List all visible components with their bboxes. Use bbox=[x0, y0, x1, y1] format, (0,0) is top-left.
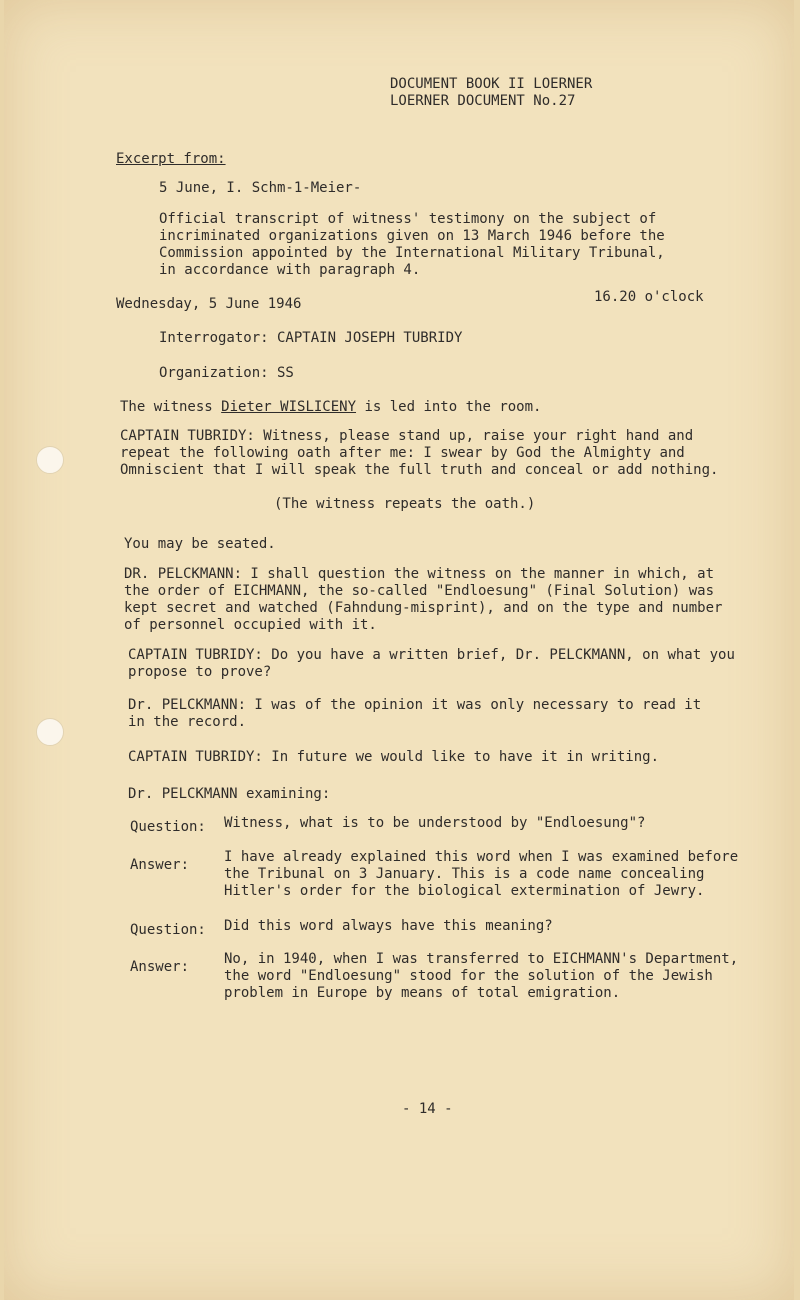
qa-text-line: the Tribunal on 3 January. This is a code name concealing bbox=[224, 866, 705, 882]
punch-hole-bottom bbox=[36, 718, 64, 746]
witness-prefix: The witness bbox=[120, 399, 213, 415]
oath-repeat: (The witness repeats the oath.) bbox=[274, 496, 536, 512]
pelckmann-line: kept secret and watched (Fahndung-misprint), and on the type and number bbox=[124, 600, 723, 616]
brief-line: propose to prove? bbox=[128, 664, 272, 680]
opinion-line: in the record. bbox=[128, 714, 247, 730]
qa-text-line: the word "Endloesung" stood for the solution of the Jewish bbox=[224, 968, 713, 984]
qa-text-line: problem in Europe by means of total emigration. bbox=[224, 985, 621, 1001]
seated-line: You may be seated. bbox=[124, 536, 276, 552]
qa-text-line: No, in 1940, when I was transferred to EICHMANN's Department, bbox=[224, 951, 739, 967]
qa-text-line: Witness, what is to be understood by "Endloesung"? bbox=[224, 815, 646, 831]
qa-label: Answer: bbox=[130, 959, 190, 975]
brief-line: CAPTAIN TUBRIDY: Do you have a written brief, Dr. PELCKMANN, on what you bbox=[128, 647, 735, 663]
description-line: Official transcript of witness' testimony on the subject of bbox=[159, 211, 657, 227]
header-line-2: LOERNER DOCUMENT No.27 bbox=[390, 93, 576, 109]
document-page bbox=[4, 0, 794, 1300]
qa-text-line: Hitler's order for the biological extermination of Jewry. bbox=[224, 883, 705, 899]
pelckmann-line: of personnel occupied with it. bbox=[124, 617, 377, 633]
qa-label: Answer: bbox=[130, 857, 190, 873]
session-time: 16.20 o'clock bbox=[594, 289, 704, 305]
header-line-1: DOCUMENT BOOK II LOERNER bbox=[390, 76, 593, 92]
witness-name: Dieter WISLICENY bbox=[221, 399, 357, 415]
excerpt-reference: 5 June, I. Schm-1-Meier- bbox=[159, 180, 362, 196]
future-line: CAPTAIN TUBRIDY: In future we would like to have it in writing. bbox=[128, 749, 660, 765]
pelckmann-line: DR. PELCKMANN: I shall question the witness on the manner in which, at bbox=[124, 566, 715, 582]
organization: Organization: SS bbox=[159, 365, 294, 381]
excerpt-label: Excerpt from: bbox=[116, 151, 226, 167]
page-number: - 14 - bbox=[402, 1101, 453, 1117]
examining-line: Dr. PELCKMANN examining: bbox=[128, 786, 331, 802]
description-line: Commission appointed by the International Military Tribunal, bbox=[159, 245, 665, 261]
opinion-line: Dr. PELCKMANN: I was of the opinion it was only necessary to read it bbox=[128, 697, 702, 713]
qa-label: Question: bbox=[130, 819, 206, 835]
punch-hole-top bbox=[36, 446, 64, 474]
witness-entry bbox=[120, 399, 541, 416]
interrogator: Interrogator: CAPTAIN JOSEPH TUBRIDY bbox=[159, 330, 463, 346]
witness-suffix: is led into the room. bbox=[364, 399, 542, 415]
oath-line: CAPTAIN TUBRIDY: Witness, please stand up, raise your right hand and bbox=[120, 428, 694, 444]
pelckmann-line: the order of EICHMANN, the so-called "Endloesung" (Final Solution) was bbox=[124, 583, 715, 599]
oath-line: repeat the following oath after me: I swear by God the Almighty and bbox=[120, 445, 685, 461]
qa-text-line: Did this word always have this meaning? bbox=[224, 918, 553, 934]
session-date: Wednesday, 5 June 1946 bbox=[116, 296, 302, 312]
description-line: incriminated organizations given on 13 March 1946 before the bbox=[159, 228, 665, 244]
description-line: in accordance with paragraph 4. bbox=[159, 262, 421, 278]
oath-line: Omniscient that I will speak the full truth and conceal or add nothing. bbox=[120, 462, 719, 478]
qa-label: Question: bbox=[130, 922, 206, 938]
qa-text-line: I have already explained this word when I was examined before bbox=[224, 849, 739, 865]
